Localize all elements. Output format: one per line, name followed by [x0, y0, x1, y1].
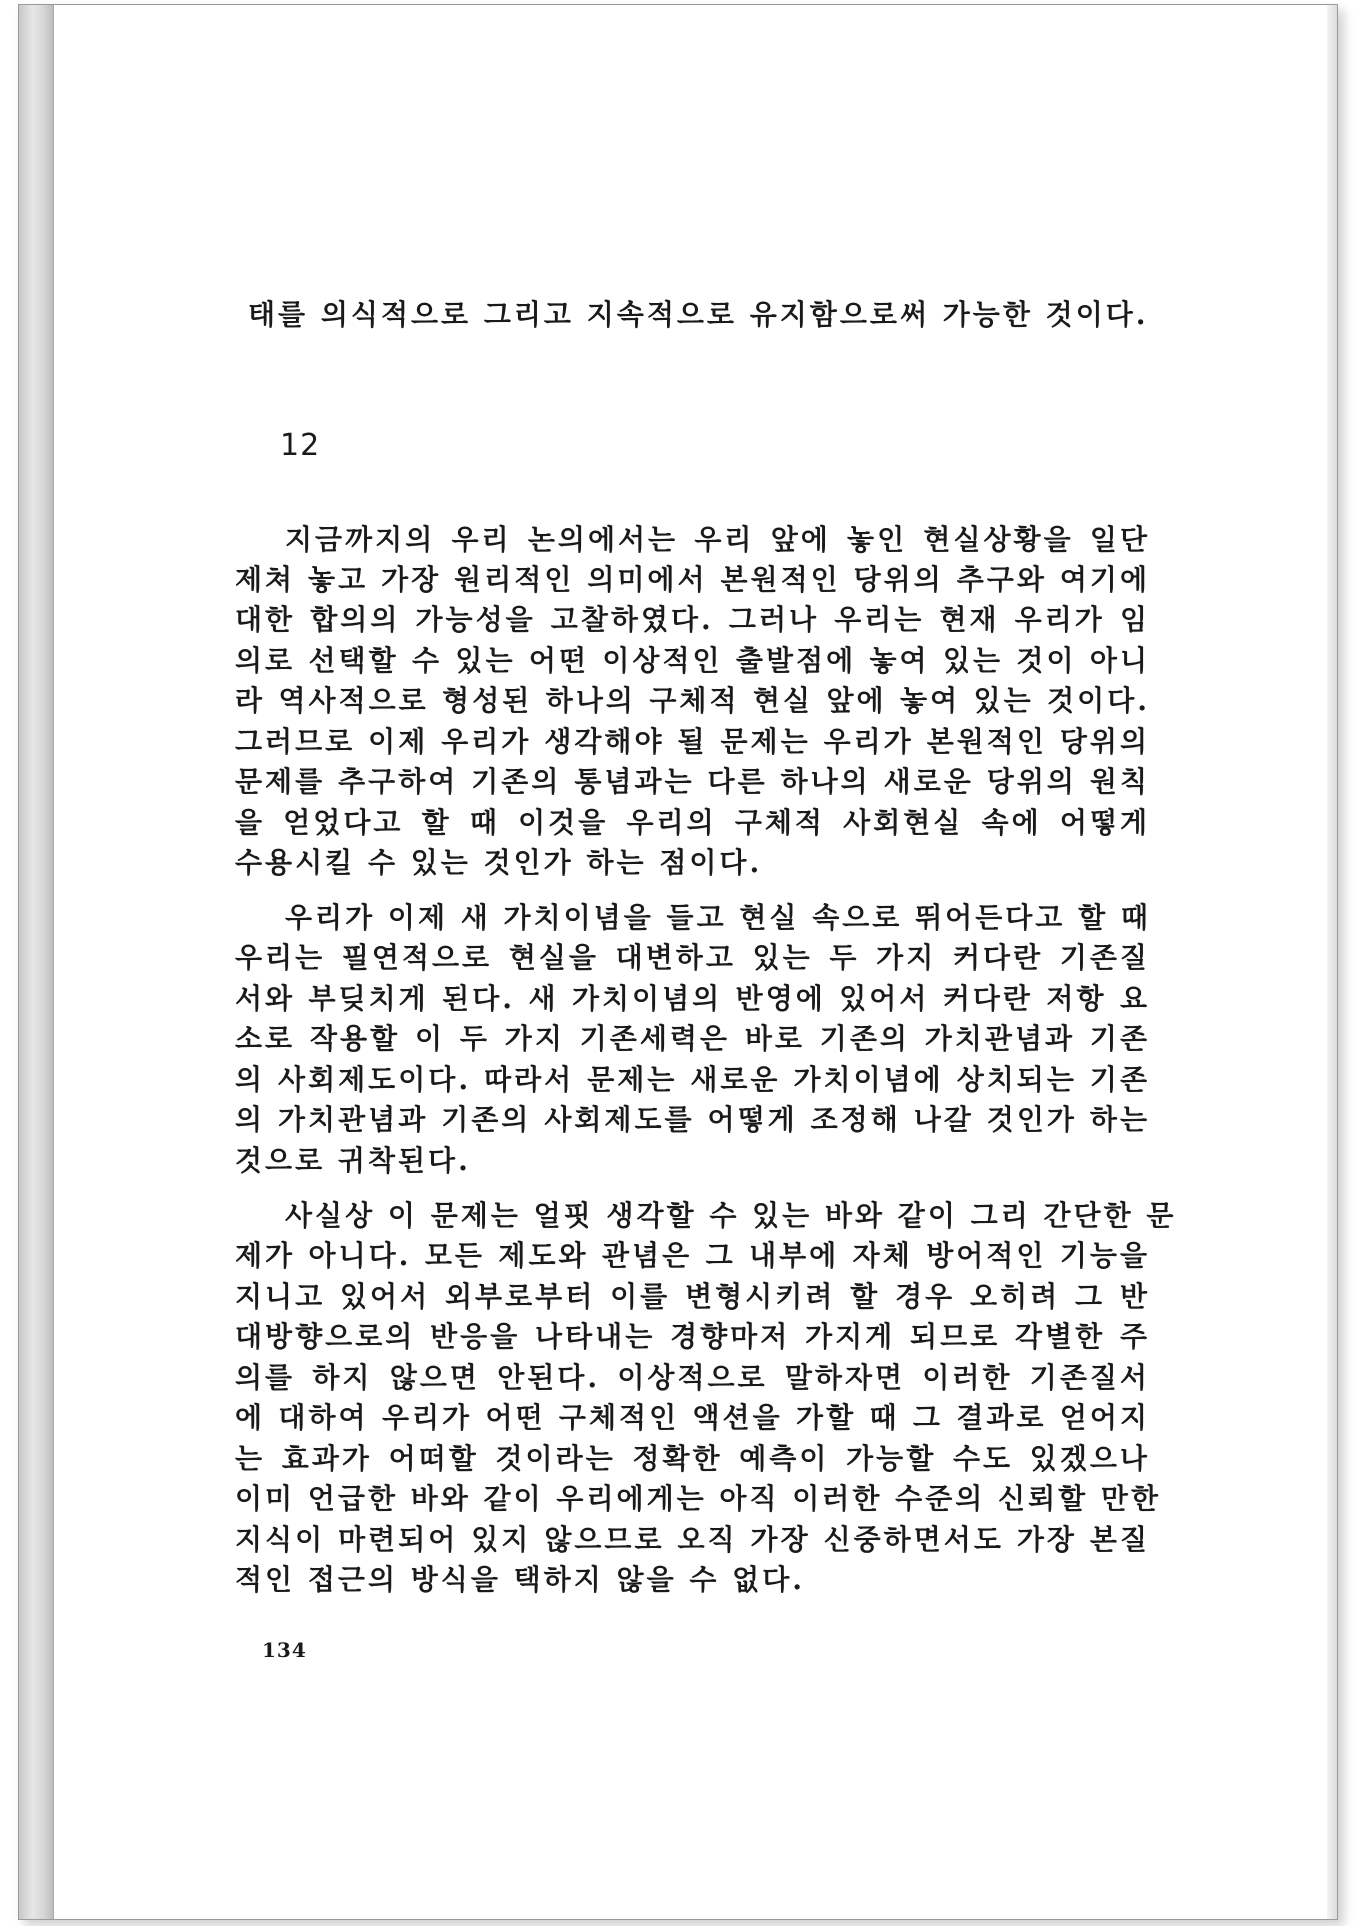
paragraph-1-line-6: 그러므로 이제 우리가 생각해야 될 문제는 우리가 본원적인 당위의 [235, 725, 1150, 758]
paragraph-3-line-10: 적인 접근의 방식을 택하지 않을 수 없다. [235, 1563, 806, 1596]
paragraph-3-line-1: 사실상 이 문제는 얼핏 생각할 수 있는 바와 같이 그리 간단한 문 [285, 1199, 1177, 1232]
paragraph-1-line-2: 제쳐 놓고 가장 원리적인 의미에서 본원적인 당위의 추구와 여기에 [235, 563, 1150, 596]
paragraph-1-line-5: 라 역사적으로 형성된 하나의 구체적 현실 앞에 놓여 있는 것이다. [235, 684, 1150, 717]
paragraph-3-line-3: 지니고 있어서 외부로부터 이를 변형시키려 할 경우 오히려 그 반 [235, 1280, 1150, 1313]
paragraph-2-line-6: 의 가치관념과 기존의 사회제도를 어떻게 조정해 나갈 것인가 하는 [235, 1103, 1150, 1136]
paragraph-1-line-7: 문제를 추구하여 기존의 통념과는 다른 하나의 새로운 당위의 원칙 [235, 765, 1150, 798]
paragraph-3-line-8: 이미 언급한 바와 같이 우리에게는 아직 이러한 수준의 신뢰할 만한 [235, 1482, 1162, 1515]
page-number: 134 [262, 1638, 307, 1662]
paragraph-2-line-5: 의 사회제도이다. 따라서 문제는 새로운 가치이념에 상치되는 기존 [235, 1063, 1150, 1096]
paragraph-3-line-6: 에 대하여 우리가 어떤 구체적인 액션을 가할 때 그 결과로 얻어지 [235, 1401, 1150, 1434]
paragraph-2-line-7: 것으로 귀착된다. [235, 1144, 471, 1177]
section-number: 12 [280, 428, 321, 463]
paragraph-1-line-3: 대한 합의의 가능성을 고찰하였다. 그러나 우리는 현재 우리가 임 [235, 603, 1150, 636]
paragraph-2-line-3: 서와 부딪치게 된다. 새 가치이념의 반영에 있어서 커다란 저항 요 [235, 982, 1150, 1015]
paragraph-1-line-8: 을 얻었다고 할 때 이것을 우리의 구체적 사회현실 속에 어떻게 [235, 806, 1150, 839]
opening-line: 태를 의식적으로 그리고 지속적으로 유지함으로써 가능한 것이다. [248, 298, 1149, 331]
paragraph-3-line-2: 제가 아니다. 모든 제도와 관념은 그 내부에 자체 방어적인 기능을 [235, 1239, 1150, 1272]
paragraph-3-line-7: 는 효과가 어떠할 것이라는 정확한 예측이 가능할 수도 있겠으나 [235, 1442, 1150, 1475]
paragraph-2-line-1: 우리가 이제 새 가치이념을 들고 현실 속으로 뛰어든다고 할 때 [285, 901, 1151, 934]
paragraph-1-line-9: 수용시킬 수 있는 것인가 하는 점이다. [235, 846, 763, 879]
paragraph-2-line-4: 소로 작용할 이 두 가지 기존세력은 바로 기존의 가치관념과 기존 [235, 1022, 1150, 1055]
paragraph-3-line-9: 지식이 마련되어 있지 않으므로 오직 가장 신중하면서도 가장 본질 [235, 1523, 1150, 1556]
paragraph-1-line-4: 의로 선택할 수 있는 어떤 이상적인 출발점에 놓여 있는 것이 아니 [235, 644, 1150, 677]
paragraph-3-line-5: 의를 하지 않으면 안된다. 이상적으로 말하자면 이러한 기존질서 [235, 1361, 1150, 1394]
paragraph-2-line-2: 우리는 필연적으로 현실을 대변하고 있는 두 가지 커다란 기존질 [235, 941, 1150, 974]
paragraph-1-line-1: 지금까지의 우리 논의에서는 우리 앞에 놓인 현실상황을 일단 [285, 523, 1150, 556]
paragraph-3-line-4: 대방향으로의 반응을 나타내는 경향마저 가지게 되므로 각별한 주 [235, 1320, 1150, 1353]
